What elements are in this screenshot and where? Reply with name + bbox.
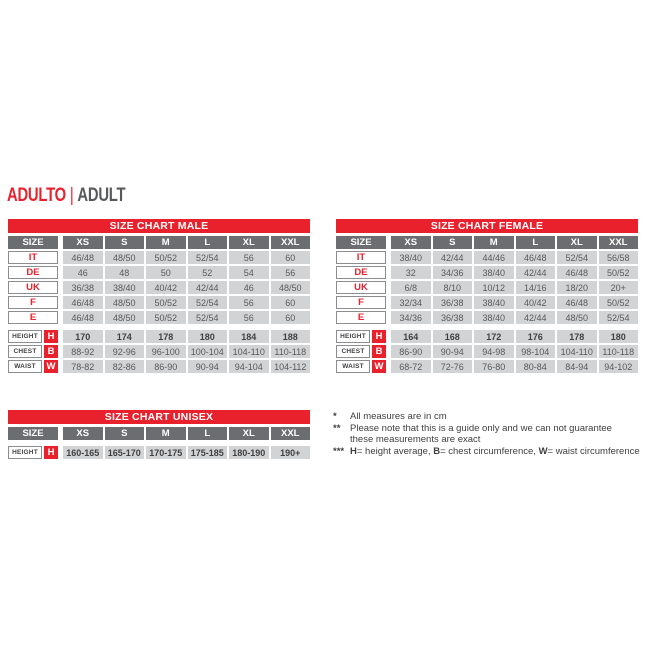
table-cell: 6/8 bbox=[391, 281, 431, 294]
table-cell: 50/52 bbox=[599, 266, 639, 279]
measure-label-wrap bbox=[8, 446, 58, 459]
table-cell: 60 bbox=[271, 251, 311, 264]
table-cell: 8/10 bbox=[433, 281, 473, 294]
row-label: F bbox=[8, 296, 58, 309]
table-cell: 98-104 bbox=[516, 345, 556, 358]
row-label: UK bbox=[8, 281, 58, 294]
column-header-xxl: XXL bbox=[271, 427, 311, 440]
column-header-l: L bbox=[188, 236, 228, 249]
table-cell: 56/58 bbox=[599, 251, 639, 264]
table-cell: 46/48 bbox=[63, 311, 103, 324]
footnote bbox=[333, 446, 643, 458]
measure-row-height bbox=[8, 330, 310, 343]
column-header-xs: XS bbox=[63, 236, 103, 249]
measure-label: CHEST bbox=[8, 345, 42, 358]
measure-row-waist bbox=[336, 360, 638, 373]
table-cell: 52/54 bbox=[188, 251, 228, 264]
table-cell: 188 bbox=[271, 330, 311, 343]
column-header-m: M bbox=[146, 236, 186, 249]
table-cell: 86-90 bbox=[391, 345, 431, 358]
measure-letter: H bbox=[372, 330, 386, 343]
table-cell: 42/44 bbox=[516, 311, 556, 324]
measure-label: WAIST bbox=[336, 360, 370, 373]
measures-section bbox=[336, 330, 638, 373]
table-cell: 34/36 bbox=[391, 311, 431, 324]
measure-letter: W bbox=[372, 360, 386, 373]
table-cell: 46/48 bbox=[557, 266, 597, 279]
table-cell: 38/40 bbox=[474, 266, 514, 279]
footnote-segment: B bbox=[433, 445, 441, 457]
size-row-e bbox=[336, 311, 638, 324]
table-cell: 32 bbox=[391, 266, 431, 279]
size-row-f bbox=[336, 296, 638, 309]
column-header-l: L bbox=[516, 236, 556, 249]
column-header-xl: XL bbox=[229, 236, 269, 249]
table-cell: 36/38 bbox=[63, 281, 103, 294]
column-header-s: S bbox=[433, 236, 473, 249]
size-column-header: SIZE bbox=[336, 236, 386, 249]
footnote bbox=[333, 423, 643, 435]
table-cell: 94-102 bbox=[599, 360, 639, 373]
table-cell: 94-98 bbox=[474, 345, 514, 358]
measure-row-height bbox=[336, 330, 638, 343]
measure-label-wrap bbox=[336, 360, 386, 373]
table-cell: 178 bbox=[146, 330, 186, 343]
table-cell: 46/48 bbox=[63, 296, 103, 309]
measure-row-chest bbox=[336, 345, 638, 358]
column-header-xl: XL bbox=[229, 427, 269, 440]
measures-section bbox=[8, 446, 310, 459]
table-cell: 52/54 bbox=[188, 296, 228, 309]
column-header-m: M bbox=[146, 427, 186, 440]
table-cell: 80-84 bbox=[516, 360, 556, 373]
table-cell: 56 bbox=[229, 311, 269, 324]
table-cell: 176 bbox=[516, 330, 556, 343]
table-cell: 104-110 bbox=[557, 345, 597, 358]
footnote-segment: H bbox=[350, 445, 357, 457]
table-cell: 46/48 bbox=[557, 296, 597, 309]
footnote-marker: * bbox=[333, 411, 337, 422]
table-cell: 52/54 bbox=[188, 311, 228, 324]
table-cell: 170-175 bbox=[146, 446, 186, 459]
table-cell: 32/34 bbox=[391, 296, 431, 309]
size-chart-male-table bbox=[8, 219, 310, 375]
column-header-xs: XS bbox=[63, 427, 103, 440]
measures-section bbox=[8, 330, 310, 373]
table-cell: 36/38 bbox=[433, 296, 473, 309]
table-cell: 168 bbox=[433, 330, 473, 343]
footnote-marker bbox=[333, 434, 350, 446]
table-cell: 170 bbox=[63, 330, 103, 343]
table-cell: 38/40 bbox=[105, 281, 145, 294]
table-cell: 76-80 bbox=[474, 360, 514, 373]
column-header-s: S bbox=[105, 427, 145, 440]
size-chart-female-table bbox=[336, 219, 638, 375]
table-cell: 72-76 bbox=[433, 360, 473, 373]
table-cell: 38/40 bbox=[391, 251, 431, 264]
table-cell: 164 bbox=[391, 330, 431, 343]
table-cell: 110-118 bbox=[599, 345, 639, 358]
row-label: IT bbox=[336, 251, 386, 264]
table-cell: 48/50 bbox=[105, 311, 145, 324]
table-cell: 172 bbox=[474, 330, 514, 343]
table-cell: 56 bbox=[271, 266, 311, 279]
size-row-de bbox=[336, 266, 638, 279]
title-adulto: ADULTO bbox=[7, 185, 66, 206]
measure-label-wrap bbox=[336, 345, 386, 358]
footnote-marker: *** bbox=[333, 445, 345, 457]
measure-label: HEIGHT bbox=[336, 330, 370, 343]
table-cell: 40/42 bbox=[146, 281, 186, 294]
row-label: IT bbox=[8, 251, 58, 264]
column-header-m: M bbox=[474, 236, 514, 249]
column-header-xxl: XXL bbox=[271, 236, 311, 249]
male-table-title: SIZE CHART MALE bbox=[8, 219, 310, 233]
table-cell: 48/50 bbox=[105, 251, 145, 264]
table-cell: 86-90 bbox=[146, 360, 186, 373]
table-cell: 50/52 bbox=[146, 311, 186, 324]
measure-row-chest bbox=[8, 345, 310, 358]
measure-label-wrap bbox=[8, 360, 58, 373]
table-cell: 84-94 bbox=[557, 360, 597, 373]
table-cell: 48/50 bbox=[105, 296, 145, 309]
footnote-segment: W bbox=[538, 445, 548, 457]
measure-label: WAIST bbox=[8, 360, 42, 373]
size-row-uk bbox=[8, 281, 310, 294]
table-cell: 46/48 bbox=[516, 251, 556, 264]
table-cell: 100-104 bbox=[188, 345, 228, 358]
footnote-text: Please note that this is a guide only and we can not guarantee bbox=[350, 422, 612, 434]
table-cell: 52 bbox=[188, 266, 228, 279]
table-cell: 40/42 bbox=[516, 296, 556, 309]
table-cell: 42/44 bbox=[516, 266, 556, 279]
column-header-row bbox=[8, 236, 310, 249]
table-cell: 50/52 bbox=[146, 251, 186, 264]
female-table-title: SIZE CHART FEMALE bbox=[336, 219, 638, 233]
column-header-s: S bbox=[105, 236, 145, 249]
measure-label-wrap bbox=[8, 345, 58, 358]
table-cell: 180 bbox=[599, 330, 639, 343]
footnote bbox=[333, 434, 643, 446]
table-cell: 60 bbox=[271, 296, 311, 309]
table-cell: 104-112 bbox=[271, 360, 311, 373]
column-header-xxl: XXL bbox=[599, 236, 639, 249]
table-cell: 82-86 bbox=[105, 360, 145, 373]
measure-label: CHEST bbox=[336, 345, 370, 358]
table-cell: 110-118 bbox=[271, 345, 311, 358]
footnote-segment: = waist circumference bbox=[547, 445, 640, 457]
size-row-f bbox=[8, 296, 310, 309]
table-cell: 50/52 bbox=[599, 296, 639, 309]
footnote bbox=[333, 411, 643, 423]
table-cell: 78-82 bbox=[63, 360, 103, 373]
table-cell: 18/20 bbox=[557, 281, 597, 294]
table-cell: 88-92 bbox=[63, 345, 103, 358]
table-cell: 54 bbox=[229, 266, 269, 279]
row-label: UK bbox=[336, 281, 386, 294]
measure-letter: B bbox=[372, 345, 386, 358]
table-cell: 48 bbox=[105, 266, 145, 279]
column-header-xs: XS bbox=[391, 236, 431, 249]
table-cell: 92-96 bbox=[105, 345, 145, 358]
row-label: F bbox=[336, 296, 386, 309]
measure-letter: B bbox=[44, 345, 58, 358]
table-cell: 44/46 bbox=[474, 251, 514, 264]
table-cell: 184 bbox=[229, 330, 269, 343]
size-row-e bbox=[8, 311, 310, 324]
footnote-text: these measurements are exact bbox=[350, 434, 481, 445]
footnote-text: All measures are in cm bbox=[350, 411, 447, 422]
row-label: DE bbox=[336, 266, 386, 279]
table-cell: 175-185 bbox=[188, 446, 228, 459]
table-cell: 10/12 bbox=[474, 281, 514, 294]
table-cell: 68-72 bbox=[391, 360, 431, 373]
table-cell: 46/48 bbox=[63, 251, 103, 264]
size-row-de bbox=[8, 266, 310, 279]
footnote-segment: = chest circumference, bbox=[440, 445, 539, 457]
table-cell: 90-94 bbox=[433, 345, 473, 358]
table-cell: 48/50 bbox=[557, 311, 597, 324]
table-cell: 180 bbox=[188, 330, 228, 343]
table-cell: 34/36 bbox=[433, 266, 473, 279]
table-cell: 178 bbox=[557, 330, 597, 343]
table-cell: 38/40 bbox=[474, 311, 514, 324]
measure-row-height bbox=[8, 446, 310, 459]
measure-label: HEIGHT bbox=[8, 446, 42, 459]
size-column-header: SIZE bbox=[8, 236, 58, 249]
column-header-l: L bbox=[188, 427, 228, 440]
size-row-it bbox=[8, 251, 310, 264]
table-cell: 56 bbox=[229, 296, 269, 309]
table-cell: 46 bbox=[63, 266, 103, 279]
table-cell: 90-94 bbox=[188, 360, 228, 373]
table-cell: 52/54 bbox=[557, 251, 597, 264]
footnote-marker: ** bbox=[333, 422, 341, 434]
table-cell: 180-190 bbox=[229, 446, 269, 459]
table-cell: 14/16 bbox=[516, 281, 556, 294]
table-cell: 36/38 bbox=[433, 311, 473, 324]
footnotes bbox=[333, 411, 643, 457]
measure-letter: W bbox=[44, 360, 58, 373]
table-cell: 60 bbox=[271, 311, 311, 324]
measure-label: HEIGHT bbox=[8, 330, 42, 343]
size-column-header: SIZE bbox=[8, 427, 58, 440]
footnote-segment: = height average, bbox=[356, 445, 434, 457]
table-cell: 50 bbox=[146, 266, 186, 279]
footnote-text bbox=[350, 446, 643, 458]
table-cell: 48/50 bbox=[271, 281, 311, 294]
table-cell: 52/54 bbox=[599, 311, 639, 324]
table-cell: 94-104 bbox=[229, 360, 269, 373]
title-separator: | bbox=[69, 185, 74, 206]
page-title bbox=[7, 185, 125, 207]
row-label: E bbox=[336, 311, 386, 324]
measure-letter: H bbox=[44, 330, 58, 343]
column-header-xl: XL bbox=[557, 236, 597, 249]
measure-letter: H bbox=[44, 446, 58, 459]
size-row-uk bbox=[336, 281, 638, 294]
table-cell: 160-165 bbox=[63, 446, 103, 459]
table-cell: 165-170 bbox=[105, 446, 145, 459]
measure-row-waist bbox=[8, 360, 310, 373]
column-header-row bbox=[336, 236, 638, 249]
measure-label-wrap bbox=[8, 330, 58, 343]
size-row-it bbox=[336, 251, 638, 264]
title-adult: ADULT bbox=[77, 185, 126, 206]
table-cell: 104-110 bbox=[229, 345, 269, 358]
table-cell: 190+ bbox=[271, 446, 311, 459]
table-cell: 46 bbox=[229, 281, 269, 294]
row-label: DE bbox=[8, 266, 58, 279]
table-cell: 96-100 bbox=[146, 345, 186, 358]
column-header-row bbox=[8, 427, 310, 440]
table-cell: 38/40 bbox=[474, 296, 514, 309]
table-cell: 20+ bbox=[599, 281, 639, 294]
unisex-table-title: SIZE CHART UNISEX bbox=[8, 410, 310, 424]
table-cell: 50/52 bbox=[146, 296, 186, 309]
table-cell: 42/44 bbox=[433, 251, 473, 264]
measure-label-wrap bbox=[336, 330, 386, 343]
row-label: E bbox=[8, 311, 58, 324]
table-cell: 56 bbox=[229, 251, 269, 264]
table-cell: 42/44 bbox=[188, 281, 228, 294]
table-cell: 174 bbox=[105, 330, 145, 343]
size-chart-unisex-table bbox=[8, 410, 310, 461]
